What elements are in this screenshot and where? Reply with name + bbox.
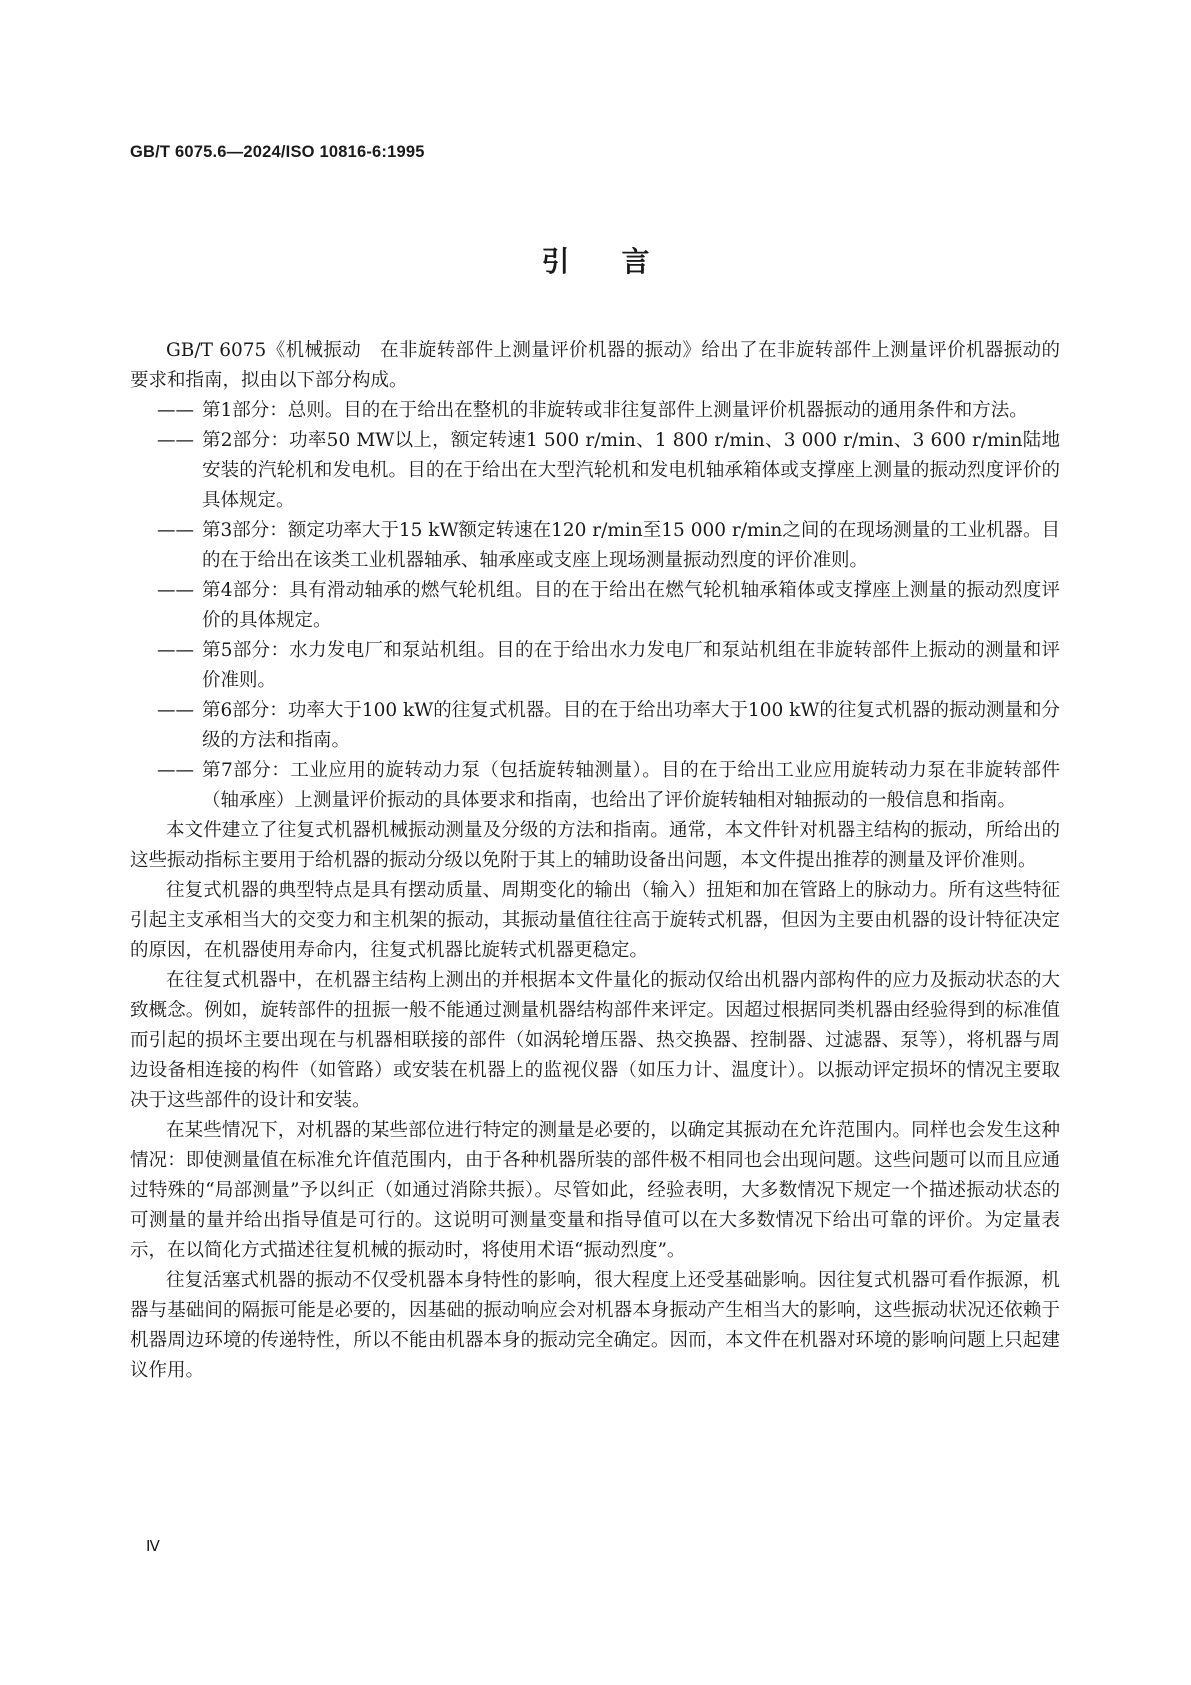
list-item xyxy=(130,576,1060,636)
list-item xyxy=(130,696,1060,756)
list-item xyxy=(130,756,1060,816)
list-item xyxy=(130,426,1060,516)
list-item-text: 第3部分：额定功率大于15 kW额定转速在120 r/min至15 000 r/min之间的在现场测量的工业机器。目的在于给出在该类工业机器轴承、轴承座或支座上现场测量振动烈度的评价准则。 xyxy=(202,520,1060,571)
list-item-text: 第4部分：具有滑动轴承的燃气轮机组。目的在于给出在燃气轮机轴承箱体或支撑座上测量的振动烈度评价的具体规定。 xyxy=(202,580,1060,631)
list-dash: —— xyxy=(157,400,194,421)
body-paragraph-measurement: 在往复式机器中，在机器主结构上测出的并根据本文件量化的振动仅给出机器内部构件的应力及振动状态的大致概念。例如，旋转部件的扭振一般不能通过测量机器结构部件来评定。因超过根据同类机器由经验得到的标准值而引起的损坏主要出现在与机器相联接的部件（如涡轮增压器、热交换器、控制器、过滤器、泵等），将机器与周边设备相连接的构件（如管路）或安装在机器上的监视仪器（如压力计、温度计）。以振动评定损坏的情况主要取决于这些部件的设计和安装。 xyxy=(130,970,1060,1111)
parts-list xyxy=(130,396,1060,816)
list-item xyxy=(130,396,1060,426)
list-item-text: 第5部分：水力发电厂和泵站机组。目的在于给出水力发电厂和泵站机组在非旋转部件上振动的测量和评价准则。 xyxy=(202,640,1060,691)
document-body xyxy=(130,336,1060,1386)
list-item-text: 第1部分：总则。目的在于给出在整机的非旋转或非往复部件上测量评价机器振动的通用条件和方法。 xyxy=(202,400,1028,421)
list-dash: —— xyxy=(157,700,194,721)
list-dash: —— xyxy=(157,520,194,541)
list-dash: —— xyxy=(157,640,194,661)
standard-code-header: GB/T 6075.6—2024/ISO 10816-6:1995 xyxy=(130,143,425,161)
body-paragraph-foundation: 往复活塞式机器的振动不仅受机器本身特性的影响，很大程度上还受基础影响。因往复式机器可看作振源，机器与基础间的隔振可能是必要的，因基础的振动响应会对机器本身振动产生相当大的影响，这些振动状况还依赖于机器周边环境的传递特性，所以不能由机器本身的振动完全确定。因而，本文件在机器对环境的影响问题上只起建议作用。 xyxy=(130,1270,1060,1381)
page-number: Ⅳ xyxy=(146,1539,160,1555)
body-paragraph-scope: 本文件建立了往复式机器机械振动测量及分级的方法和指南。通常，本文件针对机器主结构的振动，所给出的这些振动指标主要用于给机器的振动分级以免附于其上的辅助设备出问题，本文件提出推荐的测量及评价准则。 xyxy=(130,820,1060,871)
body-paragraph-special-cases: 在某些情况下，对机器的某些部位进行特定的测量是必要的，以确定其振动在允许范围内。同样也会发生这种情况：即使测量值在标准允许值范围内，由于各种机器所装的部件极不相同也会出现问题。这些问题可以而且应通过特殊的“局部测量”予以纠正（如通过消除共振）。尽管如此，经验表明，大多数情况下规定一个描述振动状态的可测量的量并给出指导值是可行的。这说明可测量变量和指导值可以在大多数情况下给出可靠的评价。为定量表示，在以简化方式描述往复机械的振动时，将使用术语“振动烈度”。 xyxy=(130,1120,1060,1261)
list-item-text: 第6部分：功率大于100 kW的往复式机器。目的在于给出功率大于100 kW的往复式机器的振动测量和分级的方法和指南。 xyxy=(202,700,1060,751)
list-item xyxy=(130,516,1060,576)
list-dash: —— xyxy=(157,580,194,601)
intro-paragraph: GB/T 6075《机械振动 在非旋转部件上测量评价机器的振动》给出了在非旋转部件上测量评价机器振动的要求和指南，拟由以下部分构成。 xyxy=(130,340,1060,391)
list-item-text: 第2部分：功率50 MW以上，额定转速1 500 r/min、1 800 r/min、3 000 r/min、3 600 r/min陆地安装的汽轮机和发电机。目的在于给出在大型汽轮机和发电机轴承箱体或支撑座上测量的振动烈度评价的具体规定。 xyxy=(202,430,1060,511)
list-item xyxy=(130,636,1060,696)
body-paragraph-characteristics: 往复式机器的典型特点是具有摆动质量、周期变化的输出（输入）扭矩和加在管路上的脉动力。所有这些特征引起主支承相当大的交变力和主机架的振动，其振动量值往往高于旋转式机器，但因为主要由机器的设计特征决定的原因，在机器使用寿命内，往复式机器比旋转式机器更稳定。 xyxy=(130,880,1060,961)
list-dash: —— xyxy=(157,430,194,451)
list-item-text: 第7部分：工业应用的旋转动力泵（包括旋转轴测量）。目的在于给出工业应用旋转动力泵在非旋转部件（轴承座）上测量评价振动的具体要求和指南，也给出了评价旋转轴相对轴振动的一般信息和指南。 xyxy=(202,760,1060,811)
page-title: 引言 xyxy=(541,245,702,278)
list-dash: —— xyxy=(157,760,194,781)
